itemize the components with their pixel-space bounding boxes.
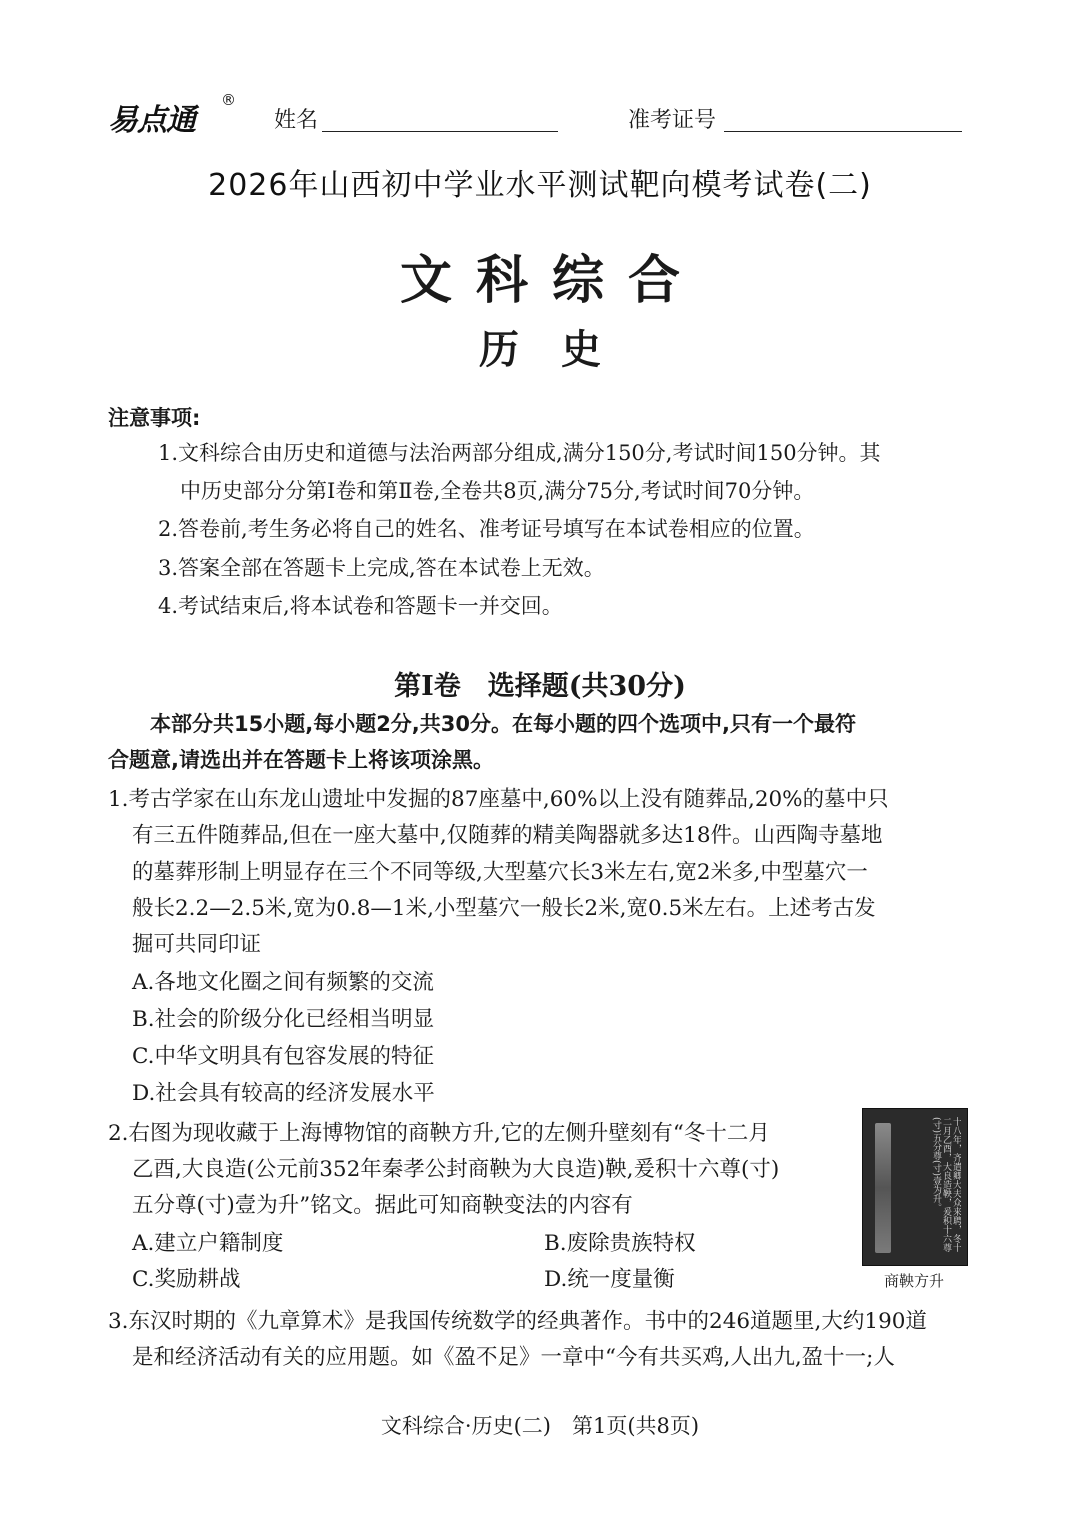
question-3-text: 是和经济活动有关的应用题。如《盈不足》一章中“今有共买鸡,人出九,盈十一;人 xyxy=(132,1345,895,1370)
notice-item: 4.考试结束后,将本试卷和答题卡一并交回。 xyxy=(158,594,563,618)
brand-logo: 易点通 xyxy=(108,103,195,138)
question-2-option-b[interactable]: B.废除贵族特权 xyxy=(544,1231,696,1256)
subject-title: 文科综合 xyxy=(399,251,704,311)
section-title: 第Ⅰ卷 选择题(共30分) xyxy=(394,671,686,702)
question-1-option-d[interactable]: D.社会具有较高的经济发展水平 xyxy=(132,1081,435,1106)
part-title: 历史 xyxy=(479,327,643,373)
notice-item: 2.答卷前,考生务必将自己的姓名、准考证号填写在本试卷相应的位置。 xyxy=(158,517,815,541)
header-row xyxy=(108,91,968,145)
question-1-text: 有三五件随葬品,但在一座大墓中,仅随葬的精美陶器就多达18件。山西陶寺墓地 xyxy=(132,823,883,848)
question-1-text: 1.考古学家在山东龙山遗址中发掘的87座墓中,60%以上没有随葬品,20%的墓中只 xyxy=(108,787,889,812)
question-1-option-c[interactable]: C.中华文明具有包容发展的特征 xyxy=(132,1044,435,1069)
question-1-text: 掘可共同印证 xyxy=(132,932,262,957)
question-2-text: 五分尊(寸)壹为升”铭文。据此可知商鞅变法的内容有 xyxy=(132,1193,633,1218)
name-label: 姓名 xyxy=(274,108,319,133)
exam-title: 2026年山西初中学业水平测试靶向模考试卷(二) xyxy=(208,168,872,203)
name-input-line[interactable] xyxy=(322,131,558,132)
question-1-text: 的墓葬形制上明显存在三个不同等级,大型墓穴长3米左右,宽2米多,中型墓穴一 xyxy=(132,860,868,885)
page-footer: 文科综合·历史(二) 第1页(共8页) xyxy=(380,1414,700,1438)
question-1-text: 般长2.2—2.5米,宽为0.8—1米,小型墓穴一般长2米,宽0.5米左右。上述考古发 xyxy=(132,896,876,921)
question-3-text: 3.东汉时期的《九章算术》是我国传统数学的经典著作。书中的246道题里,大约190道 xyxy=(108,1309,927,1334)
section-instructions-continued: 合题意,请选出并在答题卡上将该项涂黑。 xyxy=(108,748,494,772)
exam-id-label: 准考证号 xyxy=(628,108,717,133)
inscription-text: 十八年，齐遣卿大夫众来聘，冬十二月乙酉，大良造鞅，爰积十六尊(寸)五分尊(寸)壹为升。 xyxy=(931,1117,961,1252)
question-2-text: 2.右图为现收藏于上海博物馆的商鞅方升,它的左侧升壁刻有“冬十二月 xyxy=(108,1121,770,1146)
figure-caption: 商鞅方升 xyxy=(883,1272,944,1290)
question-1-option-a[interactable]: A.各地文化圈之间有频繁的交流 xyxy=(132,970,434,995)
shang-yang-measure-photo xyxy=(862,1108,968,1266)
notice-heading: 注意事项: xyxy=(108,406,201,430)
notice-item-continued: 中历史部分分第Ⅰ卷和第Ⅱ卷,全卷共8页,满分75分,考试时间70分钟。 xyxy=(180,479,815,503)
bronze-measure-handle xyxy=(875,1123,891,1253)
registered-mark: ® xyxy=(221,91,236,109)
question-2-option-d[interactable]: D.统一度量衡 xyxy=(544,1267,675,1292)
notice-item: 1.文科综合由历史和道德与法治两部分组成,满分150分,考试时间150分钟。其 xyxy=(158,441,881,465)
notice-item: 3.答案全部在答题卡上完成,答在本试卷上无效。 xyxy=(158,556,605,580)
question-2-text: 乙酉,大良造(公元前352年秦孝公封商鞅为大良造)鞅,爰积十六尊(寸) xyxy=(132,1157,780,1182)
section-instructions: 本部分共15小题,每小题2分,共30分。在每小题的四个选项中,只有一个最符 xyxy=(150,712,856,736)
question-2-option-a[interactable]: A.建立户籍制度 xyxy=(132,1231,284,1256)
question-2-option-c[interactable]: C.奖励耕战 xyxy=(132,1267,241,1292)
exam-id-input-line[interactable] xyxy=(724,131,962,132)
question-1-option-b[interactable]: B.社会的阶级分化已经相当明显 xyxy=(132,1007,435,1032)
